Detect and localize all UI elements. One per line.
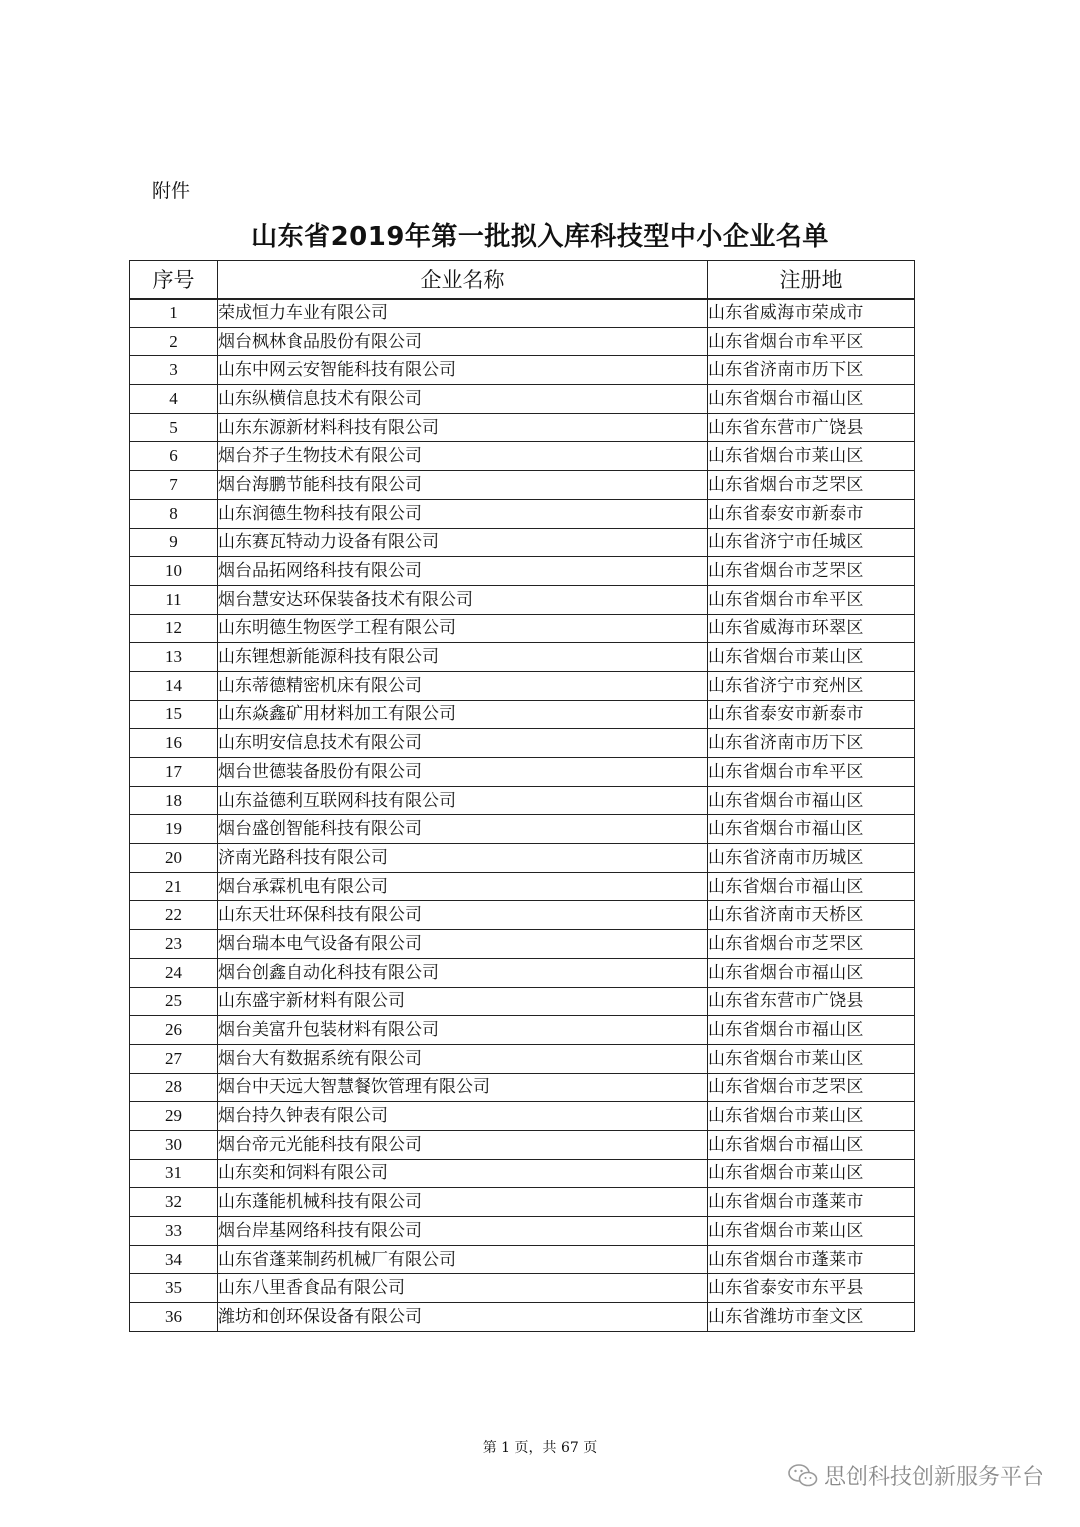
- table-row: [130, 815, 915, 844]
- cell-serial: 12: [130, 614, 218, 643]
- cell-company-name: 烟台瑞本电气设备有限公司: [218, 930, 708, 959]
- table-header-row: [130, 261, 915, 299]
- header-company-name: 企业名称: [218, 261, 708, 299]
- cell-company-name: 山东蓬能机械科技有限公司: [218, 1188, 708, 1217]
- table-row: [130, 528, 915, 557]
- cell-company-name: 烟台中天远大智慧餐饮管理有限公司: [218, 1073, 708, 1102]
- cell-registration-place: 山东省烟台市莱山区: [708, 442, 915, 471]
- cell-serial: 27: [130, 1044, 218, 1073]
- cell-company-name: 山东东源新材料科技有限公司: [218, 413, 708, 442]
- cell-serial: 17: [130, 758, 218, 787]
- table-row: [130, 1073, 915, 1102]
- cell-company-name: 山东盛宇新材料有限公司: [218, 987, 708, 1016]
- cell-registration-place: 山东省烟台市芝罘区: [708, 471, 915, 500]
- cell-company-name: 烟台世德装备股份有限公司: [218, 758, 708, 787]
- cell-company-name: 烟台芥子生物技术有限公司: [218, 442, 708, 471]
- cell-serial: 19: [130, 815, 218, 844]
- cell-registration-place: 山东省烟台市蓬莱市: [708, 1188, 915, 1217]
- table-row: [130, 1188, 915, 1217]
- cell-registration-place: 山东省潍坊市奎文区: [708, 1303, 915, 1332]
- cell-serial: 3: [130, 356, 218, 385]
- cell-company-name: 山东天壮环保科技有限公司: [218, 901, 708, 930]
- cell-registration-place: 山东省烟台市福山区: [708, 786, 915, 815]
- cell-serial: 1: [130, 299, 218, 328]
- cell-company-name: 烟台枫林食品股份有限公司: [218, 327, 708, 356]
- cell-company-name: 烟台美富升包装材料有限公司: [218, 1016, 708, 1045]
- cell-registration-place: 山东省泰安市新泰市: [708, 700, 915, 729]
- table-row: [130, 499, 915, 528]
- cell-serial: 5: [130, 413, 218, 442]
- table-row: [130, 1159, 915, 1188]
- cell-registration-place: 山东省济南市历下区: [708, 729, 915, 758]
- cell-serial: 2: [130, 327, 218, 356]
- cell-registration-place: 山东省烟台市蓬莱市: [708, 1245, 915, 1274]
- cell-serial: 26: [130, 1016, 218, 1045]
- cell-serial: 13: [130, 643, 218, 672]
- table-row: [130, 987, 915, 1016]
- cell-registration-place: 山东省烟台市芝罘区: [708, 1073, 915, 1102]
- table-row: [130, 758, 915, 787]
- cell-serial: 21: [130, 872, 218, 901]
- cell-company-name: 荣成恒力车业有限公司: [218, 299, 708, 328]
- table-row: [130, 557, 915, 586]
- cell-serial: 30: [130, 1130, 218, 1159]
- cell-registration-place: 山东省威海市荣成市: [708, 299, 915, 328]
- cell-registration-place: 山东省烟台市福山区: [708, 872, 915, 901]
- cell-registration-place: 山东省烟台市牟平区: [708, 327, 915, 356]
- cell-company-name: 山东中网云安智能科技有限公司: [218, 356, 708, 385]
- cell-registration-place: 山东省威海市环翠区: [708, 614, 915, 643]
- cell-registration-place: 山东省烟台市莱山区: [708, 1159, 915, 1188]
- cell-serial: 7: [130, 471, 218, 500]
- cell-company-name: 山东锂想新能源科技有限公司: [218, 643, 708, 672]
- cell-serial: 8: [130, 499, 218, 528]
- table-row: [130, 958, 915, 987]
- table-row: [130, 1274, 915, 1303]
- table-row: [130, 585, 915, 614]
- cell-registration-place: 山东省烟台市牟平区: [708, 758, 915, 787]
- table-row: [130, 442, 915, 471]
- enterprise-table: [129, 260, 915, 1332]
- cell-serial: 14: [130, 671, 218, 700]
- document-title: 山东省2019年第一批拟入库科技型中小企业名单: [251, 222, 829, 252]
- table-row: [130, 1102, 915, 1131]
- cell-serial: 20: [130, 844, 218, 873]
- cell-company-name: 山东润德生物科技有限公司: [218, 499, 708, 528]
- cell-company-name: 烟台慧安达环保装备技术有限公司: [218, 585, 708, 614]
- cell-serial: 25: [130, 987, 218, 1016]
- table-row: [130, 614, 915, 643]
- table-body: [130, 299, 915, 1332]
- cell-company-name: 烟台品拓网络科技有限公司: [218, 557, 708, 586]
- table-row: [130, 356, 915, 385]
- watermark: [788, 1460, 1044, 1491]
- cell-company-name: 山东蒂德精密机床有限公司: [218, 671, 708, 700]
- cell-company-name: 山东纵横信息技术有限公司: [218, 385, 708, 414]
- table-row: [130, 786, 915, 815]
- cell-company-name: 烟台岸基网络科技有限公司: [218, 1217, 708, 1246]
- cell-registration-place: 山东省烟台市芝罘区: [708, 930, 915, 959]
- cell-registration-place: 山东省东营市广饶县: [708, 413, 915, 442]
- cell-serial: 9: [130, 528, 218, 557]
- cell-serial: 11: [130, 585, 218, 614]
- cell-company-name: 烟台帝元光能科技有限公司: [218, 1130, 708, 1159]
- table-row: [130, 1016, 915, 1045]
- wechat-icon: [788, 1464, 818, 1488]
- cell-company-name: 山东明安信息技术有限公司: [218, 729, 708, 758]
- cell-serial: 24: [130, 958, 218, 987]
- cell-company-name: 济南光路科技有限公司: [218, 844, 708, 873]
- table-row: [130, 327, 915, 356]
- cell-serial: 4: [130, 385, 218, 414]
- cell-registration-place: 山东省烟台市福山区: [708, 385, 915, 414]
- cell-registration-place: 山东省泰安市新泰市: [708, 499, 915, 528]
- table-row: [130, 385, 915, 414]
- cell-serial: 35: [130, 1274, 218, 1303]
- cell-serial: 22: [130, 901, 218, 930]
- table-row: [130, 299, 915, 328]
- cell-serial: 23: [130, 930, 218, 959]
- cell-company-name: 烟台持久钟表有限公司: [218, 1102, 708, 1131]
- table-row: [130, 700, 915, 729]
- cell-serial: 10: [130, 557, 218, 586]
- cell-registration-place: 山东省烟台市福山区: [708, 815, 915, 844]
- cell-registration-place: 山东省烟台市莱山区: [708, 1217, 915, 1246]
- cell-registration-place: 山东省烟台市福山区: [708, 958, 915, 987]
- table-row: [130, 1217, 915, 1246]
- cell-registration-place: 山东省东营市广饶县: [708, 987, 915, 1016]
- cell-company-name: 山东奕和饲料有限公司: [218, 1159, 708, 1188]
- table-row: [130, 844, 915, 873]
- cell-registration-place: 山东省济南市天桥区: [708, 901, 915, 930]
- cell-company-name: 山东八里香食品有限公司: [218, 1274, 708, 1303]
- cell-serial: 15: [130, 700, 218, 729]
- table-row: [130, 1245, 915, 1274]
- cell-registration-place: 山东省济南市历下区: [708, 356, 915, 385]
- table-row: [130, 1044, 915, 1073]
- table-row: [130, 1303, 915, 1332]
- cell-company-name: 烟台盛创智能科技有限公司: [218, 815, 708, 844]
- table-row: [130, 643, 915, 672]
- attachment-label: 附件: [152, 180, 191, 202]
- cell-serial: 31: [130, 1159, 218, 1188]
- cell-company-name: 烟台海鹏节能科技有限公司: [218, 471, 708, 500]
- table-row: [130, 671, 915, 700]
- cell-serial: 18: [130, 786, 218, 815]
- cell-serial: 34: [130, 1245, 218, 1274]
- cell-serial: 6: [130, 442, 218, 471]
- table-row: [130, 930, 915, 959]
- table-row: [130, 901, 915, 930]
- table-row: [130, 1130, 915, 1159]
- cell-registration-place: 山东省烟台市莱山区: [708, 643, 915, 672]
- header-registration-place: 注册地: [708, 261, 915, 299]
- cell-company-name: 山东益德利互联网科技有限公司: [218, 786, 708, 815]
- cell-company-name: 潍坊和创环保设备有限公司: [218, 1303, 708, 1332]
- cell-registration-place: 山东省烟台市莱山区: [708, 1044, 915, 1073]
- cell-company-name: 山东明德生物医学工程有限公司: [218, 614, 708, 643]
- cell-company-name: 山东焱鑫矿用材料加工有限公司: [218, 700, 708, 729]
- cell-registration-place: 山东省济南市历城区: [708, 844, 915, 873]
- cell-registration-place: 山东省烟台市牟平区: [708, 585, 915, 614]
- cell-serial: 36: [130, 1303, 218, 1332]
- cell-registration-place: 山东省烟台市芝罘区: [708, 557, 915, 586]
- watermark-text: 思创科技创新服务平台: [823, 1465, 1044, 1490]
- cell-company-name: 烟台承霖机电有限公司: [218, 872, 708, 901]
- cell-registration-place: 山东省烟台市福山区: [708, 1016, 915, 1045]
- page-footer: 第 1 页，共 67 页: [482, 1440, 598, 1456]
- cell-registration-place: 山东省济宁市任城区: [708, 528, 915, 557]
- table-row: [130, 471, 915, 500]
- cell-company-name: 山东省蓬莱制药机械厂有限公司: [218, 1245, 708, 1274]
- cell-serial: 29: [130, 1102, 218, 1131]
- header-serial: 序号: [130, 261, 218, 299]
- cell-serial: 32: [130, 1188, 218, 1217]
- cell-serial: 28: [130, 1073, 218, 1102]
- table-row: [130, 413, 915, 442]
- cell-registration-place: 山东省烟台市福山区: [708, 1130, 915, 1159]
- cell-serial: 33: [130, 1217, 218, 1246]
- cell-company-name: 烟台创鑫自动化科技有限公司: [218, 958, 708, 987]
- cell-company-name: 烟台大有数据系统有限公司: [218, 1044, 708, 1073]
- cell-registration-place: 山东省烟台市莱山区: [708, 1102, 915, 1131]
- cell-company-name: 山东赛瓦特动力设备有限公司: [218, 528, 708, 557]
- cell-registration-place: 山东省济宁市兖州区: [708, 671, 915, 700]
- cell-registration-place: 山东省泰安市东平县: [708, 1274, 915, 1303]
- table-row: [130, 729, 915, 758]
- table-row: [130, 872, 915, 901]
- cell-serial: 16: [130, 729, 218, 758]
